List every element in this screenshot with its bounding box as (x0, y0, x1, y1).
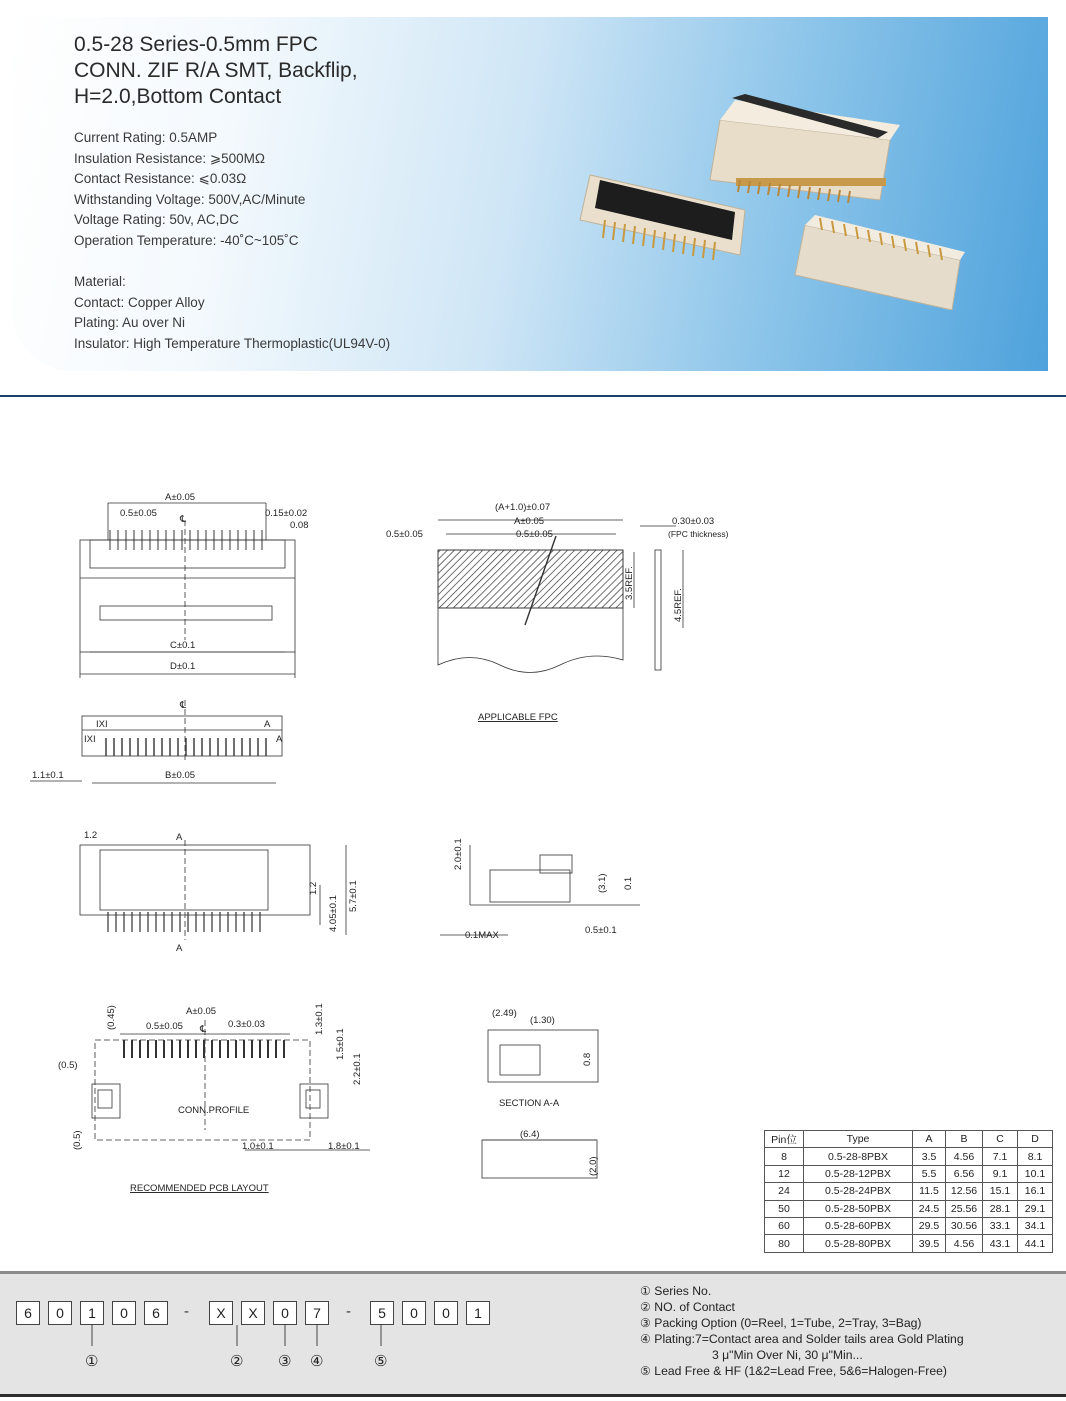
cell: 4.56 (946, 1235, 983, 1252)
title-line-3: H=2.0,Bottom Contact (74, 85, 282, 108)
centerline-1: ℄ (180, 514, 187, 525)
cell: 3.5 (913, 1148, 946, 1165)
dim-130: (1.30) (530, 1015, 555, 1026)
code-digit-11: 0 (402, 1301, 426, 1325)
cell: 80 (765, 1235, 804, 1252)
col-a: A (913, 1131, 946, 1148)
cell: 0.5-28-12PBX (804, 1165, 913, 1182)
code-digit-2: 0 (48, 1301, 72, 1325)
material-heading: Material: (74, 274, 126, 289)
cell: 4.56 (946, 1148, 983, 1165)
cell: 6.56 (946, 1165, 983, 1182)
col-c: C (983, 1131, 1018, 1148)
table-row (765, 1200, 1053, 1217)
dim-045: (0.45) (106, 1005, 117, 1030)
table-row (765, 1148, 1053, 1165)
code-dash-2: - (346, 1303, 351, 1320)
caption-applicable-fpc: APPLICABLE FPC (478, 712, 558, 723)
cell: 11.5 (913, 1183, 946, 1200)
dim-13: 1.3±0.1 (314, 1003, 325, 1035)
spec-contact-resistance: Contact Resistance: ⩽0.03Ω (74, 171, 247, 187)
col-d: D (1018, 1131, 1053, 1148)
cell: 12.56 (946, 1183, 983, 1200)
dim-35ref: 3.5REF. (624, 566, 635, 600)
spec-insulation: Insulation Resistance: ⩾500MΩ (74, 150, 265, 166)
code-digit-4: 0 (112, 1301, 136, 1325)
dim-01max: 0.1MAX (465, 930, 499, 941)
marker-4: ④ (310, 1352, 324, 1370)
dim-b: B±0.05 (165, 770, 196, 781)
dim-05-01: 0.5±0.1 (585, 925, 617, 936)
section-mark-a-top: A (176, 832, 183, 843)
cell: 7.1 (983, 1148, 1018, 1165)
spec-current: Current Rating: 0.5AMP (74, 130, 218, 145)
dim-22: 2.2±0.1 (352, 1053, 363, 1085)
dim-64: (6.4) (520, 1129, 540, 1140)
code-digit-8: 0 (273, 1301, 297, 1325)
cell: 29.5 (913, 1217, 946, 1234)
code-digit-7: X (241, 1301, 265, 1325)
title-line-2: CONN. ZIF R/A SMT, Backflip, (74, 59, 358, 82)
dim-249: (2.49) (492, 1008, 517, 1019)
dim-57: 5.7±0.1 (348, 880, 359, 912)
table-row (765, 1235, 1053, 1252)
cell: 5.5 (913, 1165, 946, 1182)
dim-12-side: 1.2 (308, 881, 319, 895)
note-packing: ③ Packing Option (0=Reel, 1=Tube, 2=Tray, 3=Bag) (640, 1316, 922, 1330)
dim-05-fpc-pitch: 0.5±0.05 (516, 529, 553, 540)
col-b: B (946, 1131, 983, 1148)
cell: 8.1 (1018, 1148, 1053, 1165)
cell: 50 (765, 1200, 804, 1217)
part-number-footer (0, 1271, 1066, 1397)
marker-3: ③ (278, 1352, 292, 1370)
table-row (765, 1165, 1053, 1182)
cell: 24.5 (913, 1200, 946, 1217)
note-plating: ④ Plating:7=Contact area and Solder tails area Gold Plating (640, 1332, 964, 1346)
dim-18: 1.8±0.1 (328, 1141, 360, 1152)
code-digit-12: 0 (434, 1301, 458, 1325)
marker-2: ② (230, 1352, 244, 1370)
dim-20: 2.0±0.1 (453, 838, 464, 870)
dim-31: (3.1) (597, 873, 608, 893)
dim-a-fpc: A±0.05 (514, 516, 545, 527)
cell: 28.1 (983, 1200, 1018, 1217)
cell: 12 (765, 1165, 804, 1182)
connector-photo-3 (795, 215, 965, 310)
label-ixi-2: IXI (84, 734, 96, 745)
spec-withstanding: Withstanding Voltage: 500V,AC/Minute (74, 191, 306, 207)
dim-015: 0.15±0.02 (265, 508, 308, 519)
col-pin: Pin位 (765, 1131, 804, 1148)
cell: 39.5 (913, 1235, 946, 1252)
dimension-table (764, 1130, 1053, 1253)
dim-fpc-030: 0.30±0.03 (672, 516, 715, 527)
marker-1: ① (85, 1352, 99, 1370)
dim-05-pcb: 0.5±0.05 (146, 1021, 183, 1032)
code-digit-5: 6 (144, 1301, 168, 1325)
label-fpc-thickness: (FPC thickness) (668, 529, 729, 539)
caption-section-aa: SECTION A-A (499, 1098, 560, 1109)
cell: 25.56 (946, 1200, 983, 1217)
code-legend (640, 1283, 964, 1379)
dim-05-fpc-left: 0.5±0.05 (386, 529, 423, 540)
code-digit-1: 6 (16, 1301, 40, 1325)
dim-c: C±0.1 (170, 640, 196, 651)
code-digit-13: 1 (466, 1301, 490, 1325)
cell: 0.5-28-60PBX (804, 1217, 913, 1234)
cell: 34.1 (1018, 1217, 1053, 1234)
pins-front-view (106, 738, 266, 756)
dim-45ref: 4.5REF. (673, 588, 684, 622)
table-row (765, 1217, 1053, 1234)
dim-pitch-top: 0.5±0.05 (120, 508, 157, 519)
cell: 10.1 (1018, 1165, 1053, 1182)
dim-03-pcb: 0.3±0.03 (228, 1019, 265, 1030)
dim-08: 0.8 (582, 1052, 593, 1066)
material-insulator: Insulator: High Temperature Thermoplastic(UL94V-0) (74, 335, 391, 351)
table-header-row (765, 1131, 1053, 1148)
caption-pcb-layout: RECOMMENDED PCB LAYOUT (130, 1183, 269, 1194)
dim-d: D±0.1 (170, 661, 196, 672)
product-title (74, 32, 358, 110)
dim-a-plus-1: (A+1.0)±0.07 (495, 502, 551, 513)
cell: 9.1 (983, 1165, 1018, 1182)
connector-photos (560, 80, 1000, 310)
dim-01-profile: 0.1 (623, 876, 634, 890)
cell: 60 (765, 1217, 804, 1234)
cell: 44.1 (1018, 1235, 1053, 1252)
cell: 29.1 (1018, 1200, 1053, 1217)
centerline-2: ℄ (180, 700, 187, 711)
connector-photo-2 (580, 175, 745, 260)
code-digit-10: 5 (370, 1301, 394, 1325)
col-type: Type (804, 1131, 913, 1148)
code-digit-6: X (209, 1301, 233, 1325)
dim-12-top: 1.2 (84, 830, 98, 841)
cell: 0.5-28-50PBX (804, 1200, 913, 1217)
note-contacts: ② NO. of Contact (640, 1300, 735, 1314)
cell: 16.1 (1018, 1183, 1053, 1200)
material-plating: Plating: Au over Ni (74, 315, 186, 331)
label-a-2: A (276, 734, 283, 745)
code-dash-1: - (184, 1303, 189, 1320)
cell: 43.1 (983, 1235, 1018, 1252)
title-line-1: 0.5-28 Series-0.5mm FPC (74, 33, 318, 56)
code-digit-9: 7 (305, 1301, 329, 1325)
electrical-specs (74, 128, 305, 252)
material-specs (74, 272, 390, 354)
cell: 30.56 (946, 1217, 983, 1234)
code-digit-3: 1 (80, 1301, 104, 1325)
centerline-pcb: ℄ (200, 1024, 207, 1035)
table-row (765, 1183, 1053, 1200)
marker-5: ⑤ (374, 1352, 388, 1370)
connector-photo-1 (710, 94, 900, 203)
note-plating-detail: 3 μ"Min Over Ni, 30 μ"Min... (712, 1348, 863, 1362)
cell: 0.5-28-24PBX (804, 1183, 913, 1200)
cell: 24 (765, 1183, 804, 1200)
cell: 15.1 (983, 1183, 1018, 1200)
header-divider (0, 395, 1066, 397)
note-leadfree: ⑤ Lead Free & HF (1&2=Lead Free, 5&6=Halogen-Free) (640, 1364, 947, 1378)
cell: 0.5-28-8PBX (804, 1148, 913, 1165)
dim-405: 4.05±0.1 (328, 895, 339, 932)
cell: 8 (765, 1148, 804, 1165)
label-a-1: A (264, 719, 271, 730)
dim-15: 1.5±0.1 (335, 1028, 346, 1060)
spec-temperature: Operation Temperature: -40˚C~105˚C (74, 232, 299, 248)
pads-pcb-layout (124, 1040, 284, 1058)
note-series: ① Series No. (640, 1284, 712, 1298)
label-ixi-1: IXI (96, 719, 108, 730)
dim-a-top: A±0.05 (165, 492, 196, 503)
dim-11: 1.1±0.1 (32, 770, 64, 781)
dim-05-bottom: (0.5) (72, 1130, 83, 1150)
dim-position: 0.08 (290, 520, 309, 531)
material-contact: Contact: Copper Alloy (74, 294, 205, 310)
section-mark-a-bottom: A (176, 943, 183, 954)
cell: 0.5-28-80PBX (804, 1235, 913, 1252)
dim-a-pcb: A±0.05 (186, 1006, 217, 1017)
code-connector-lines (0, 1274, 620, 1394)
dim-05-left: (0.5) (58, 1060, 78, 1071)
cell: 33.1 (983, 1217, 1018, 1234)
dim-10: 1.0±0.1 (242, 1141, 274, 1152)
dim-20-section: (2.0) (588, 1156, 599, 1176)
label-conn-profile: CONN.PROFILE (178, 1105, 250, 1116)
technical-drawing (0, 470, 1066, 1230)
spec-voltage: Voltage Rating: 50v, AC,DC (74, 212, 239, 228)
